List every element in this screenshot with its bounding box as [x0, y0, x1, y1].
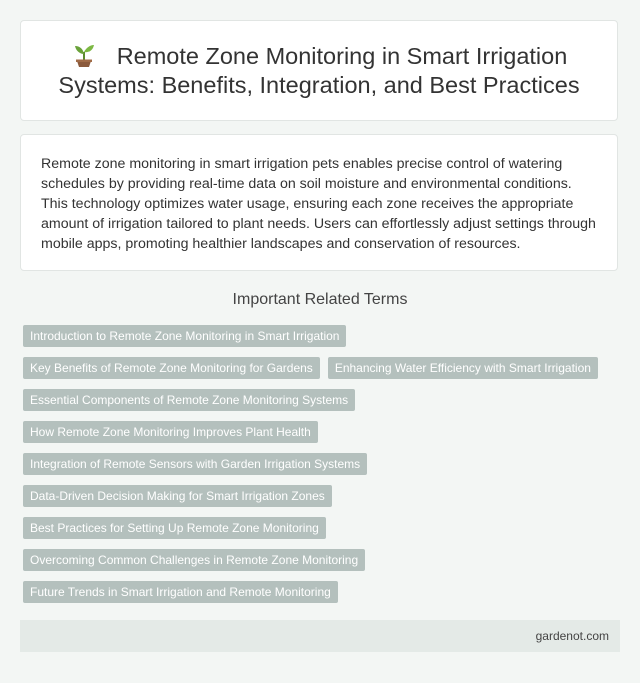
related-term-tag[interactable]: Overcoming Common Challenges in Remote Zone Monitoring: [23, 549, 365, 571]
related-term-tag[interactable]: Integration of Remote Sensors with Garden Irrigation Systems: [23, 453, 367, 475]
title-card: [20, 20, 618, 121]
related-term-tag[interactable]: Best Practices for Setting Up Remote Zone Monitoring: [23, 517, 326, 539]
related-term-tag[interactable]: Key Benefits of Remote Zone Monitoring for Gardens: [23, 357, 320, 379]
related-terms-heading: Important Related Terms: [232, 291, 408, 308]
summary-text: Remote zone monitoring in smart irrigation pets enables precise control of watering schedules by providing real-time data on soil moisture and environmental conditions. This technology optimizes water usage, ensuring each zone receives the appropriate amount of irrigation tailored to plant needs. Users can effortlessly adjust settings through mobile apps, promoting healthier landscapes and conservation of resources.: [41, 156, 596, 252]
footer: [20, 620, 620, 652]
related-term-tag[interactable]: Future Trends in Smart Irrigation and Remote Monitoring: [23, 581, 338, 603]
related-terms-list: [23, 325, 623, 603]
footer-site-name: gardenot.com: [535, 629, 609, 643]
summary-card: [20, 134, 618, 271]
page-title-text: Remote Zone Monitoring in Smart Irrigation Systems: Benefits, Integration, and Best Practices: [58, 43, 580, 98]
related-term-tag[interactable]: How Remote Zone Monitoring Improves Plant Health: [23, 421, 318, 443]
sprout-icon: [71, 41, 97, 67]
related-term-tag[interactable]: Essential Components of Remote Zone Monitoring Systems: [23, 389, 355, 411]
related-term-tag[interactable]: Data-Driven Decision Making for Smart Irrigation Zones: [23, 485, 332, 507]
related-term-tag[interactable]: Enhancing Water Efficiency with Smart Irrigation: [328, 357, 598, 379]
related-term-tag[interactable]: Introduction to Remote Zone Monitoring in Smart Irrigation: [23, 325, 346, 347]
page-title: [45, 41, 593, 100]
